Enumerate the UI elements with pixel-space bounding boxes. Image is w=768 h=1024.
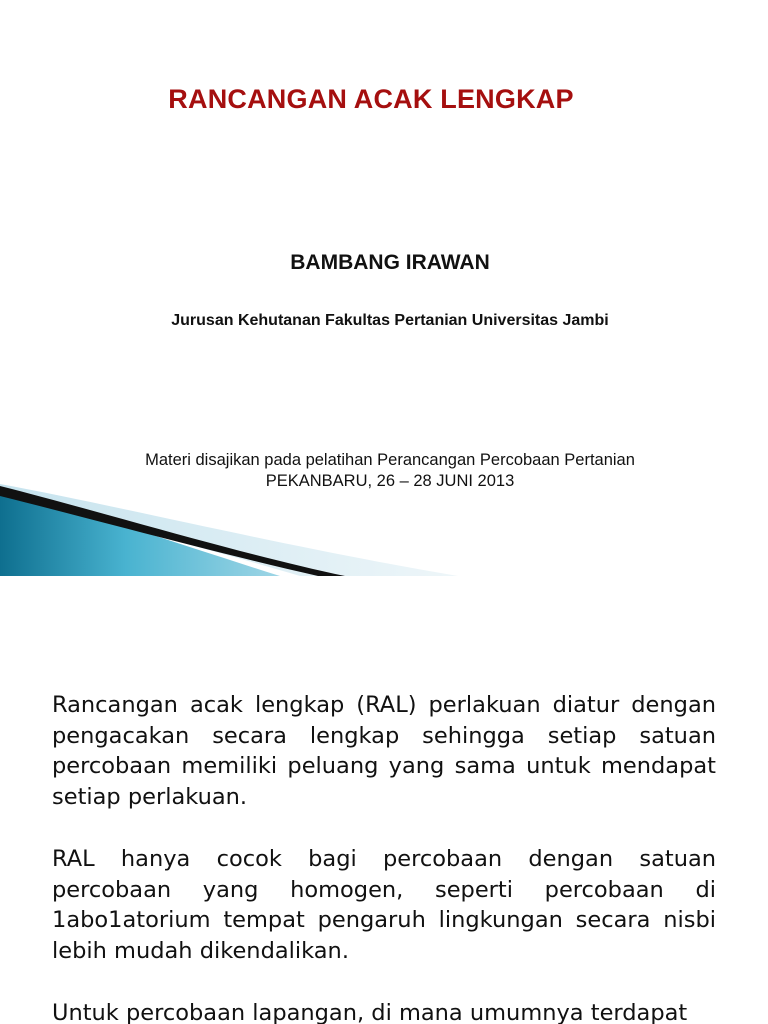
affiliation: Jurusan Kehutanan Fakultas Pertanian Universitas Jambi	[171, 312, 609, 329]
paragraph-field-experiment: Untuk percobaan lapangan, di mana umumnya terdapat	[52, 1000, 688, 1024]
author-name: BAMBANG IRAWAN	[290, 251, 490, 274]
slide-title: RANCANGAN ACAK LENGKAP	[168, 84, 574, 114]
paragraph-ral-definition: Rancangan acak lengkap (RAL) perlakuan diatur dengan pengacakan secara lengkap sehingga setiap satuan percobaan memiliki peluang yang sama untuk mendapat setiap perlakuan.	[52, 692, 716, 811]
event-line-1: Materi disajikan pada pelatihan Perancangan Percobaan Pertanian	[145, 451, 635, 469]
decorative-swoosh	[0, 476, 460, 576]
paragraph-ral-suitability: RAL hanya cocok bagi percobaan dengan satuan percobaan yang homogen, seperti percobaan di 1abo1atorium tempat pengaruh lingkungan secara nisbi lebih mudah dikendalikan.	[52, 846, 716, 965]
event-line-2: PEKANBARU, 26 – 28 JUNI 2013	[265, 472, 515, 490]
content-slide	[0, 576, 768, 1024]
